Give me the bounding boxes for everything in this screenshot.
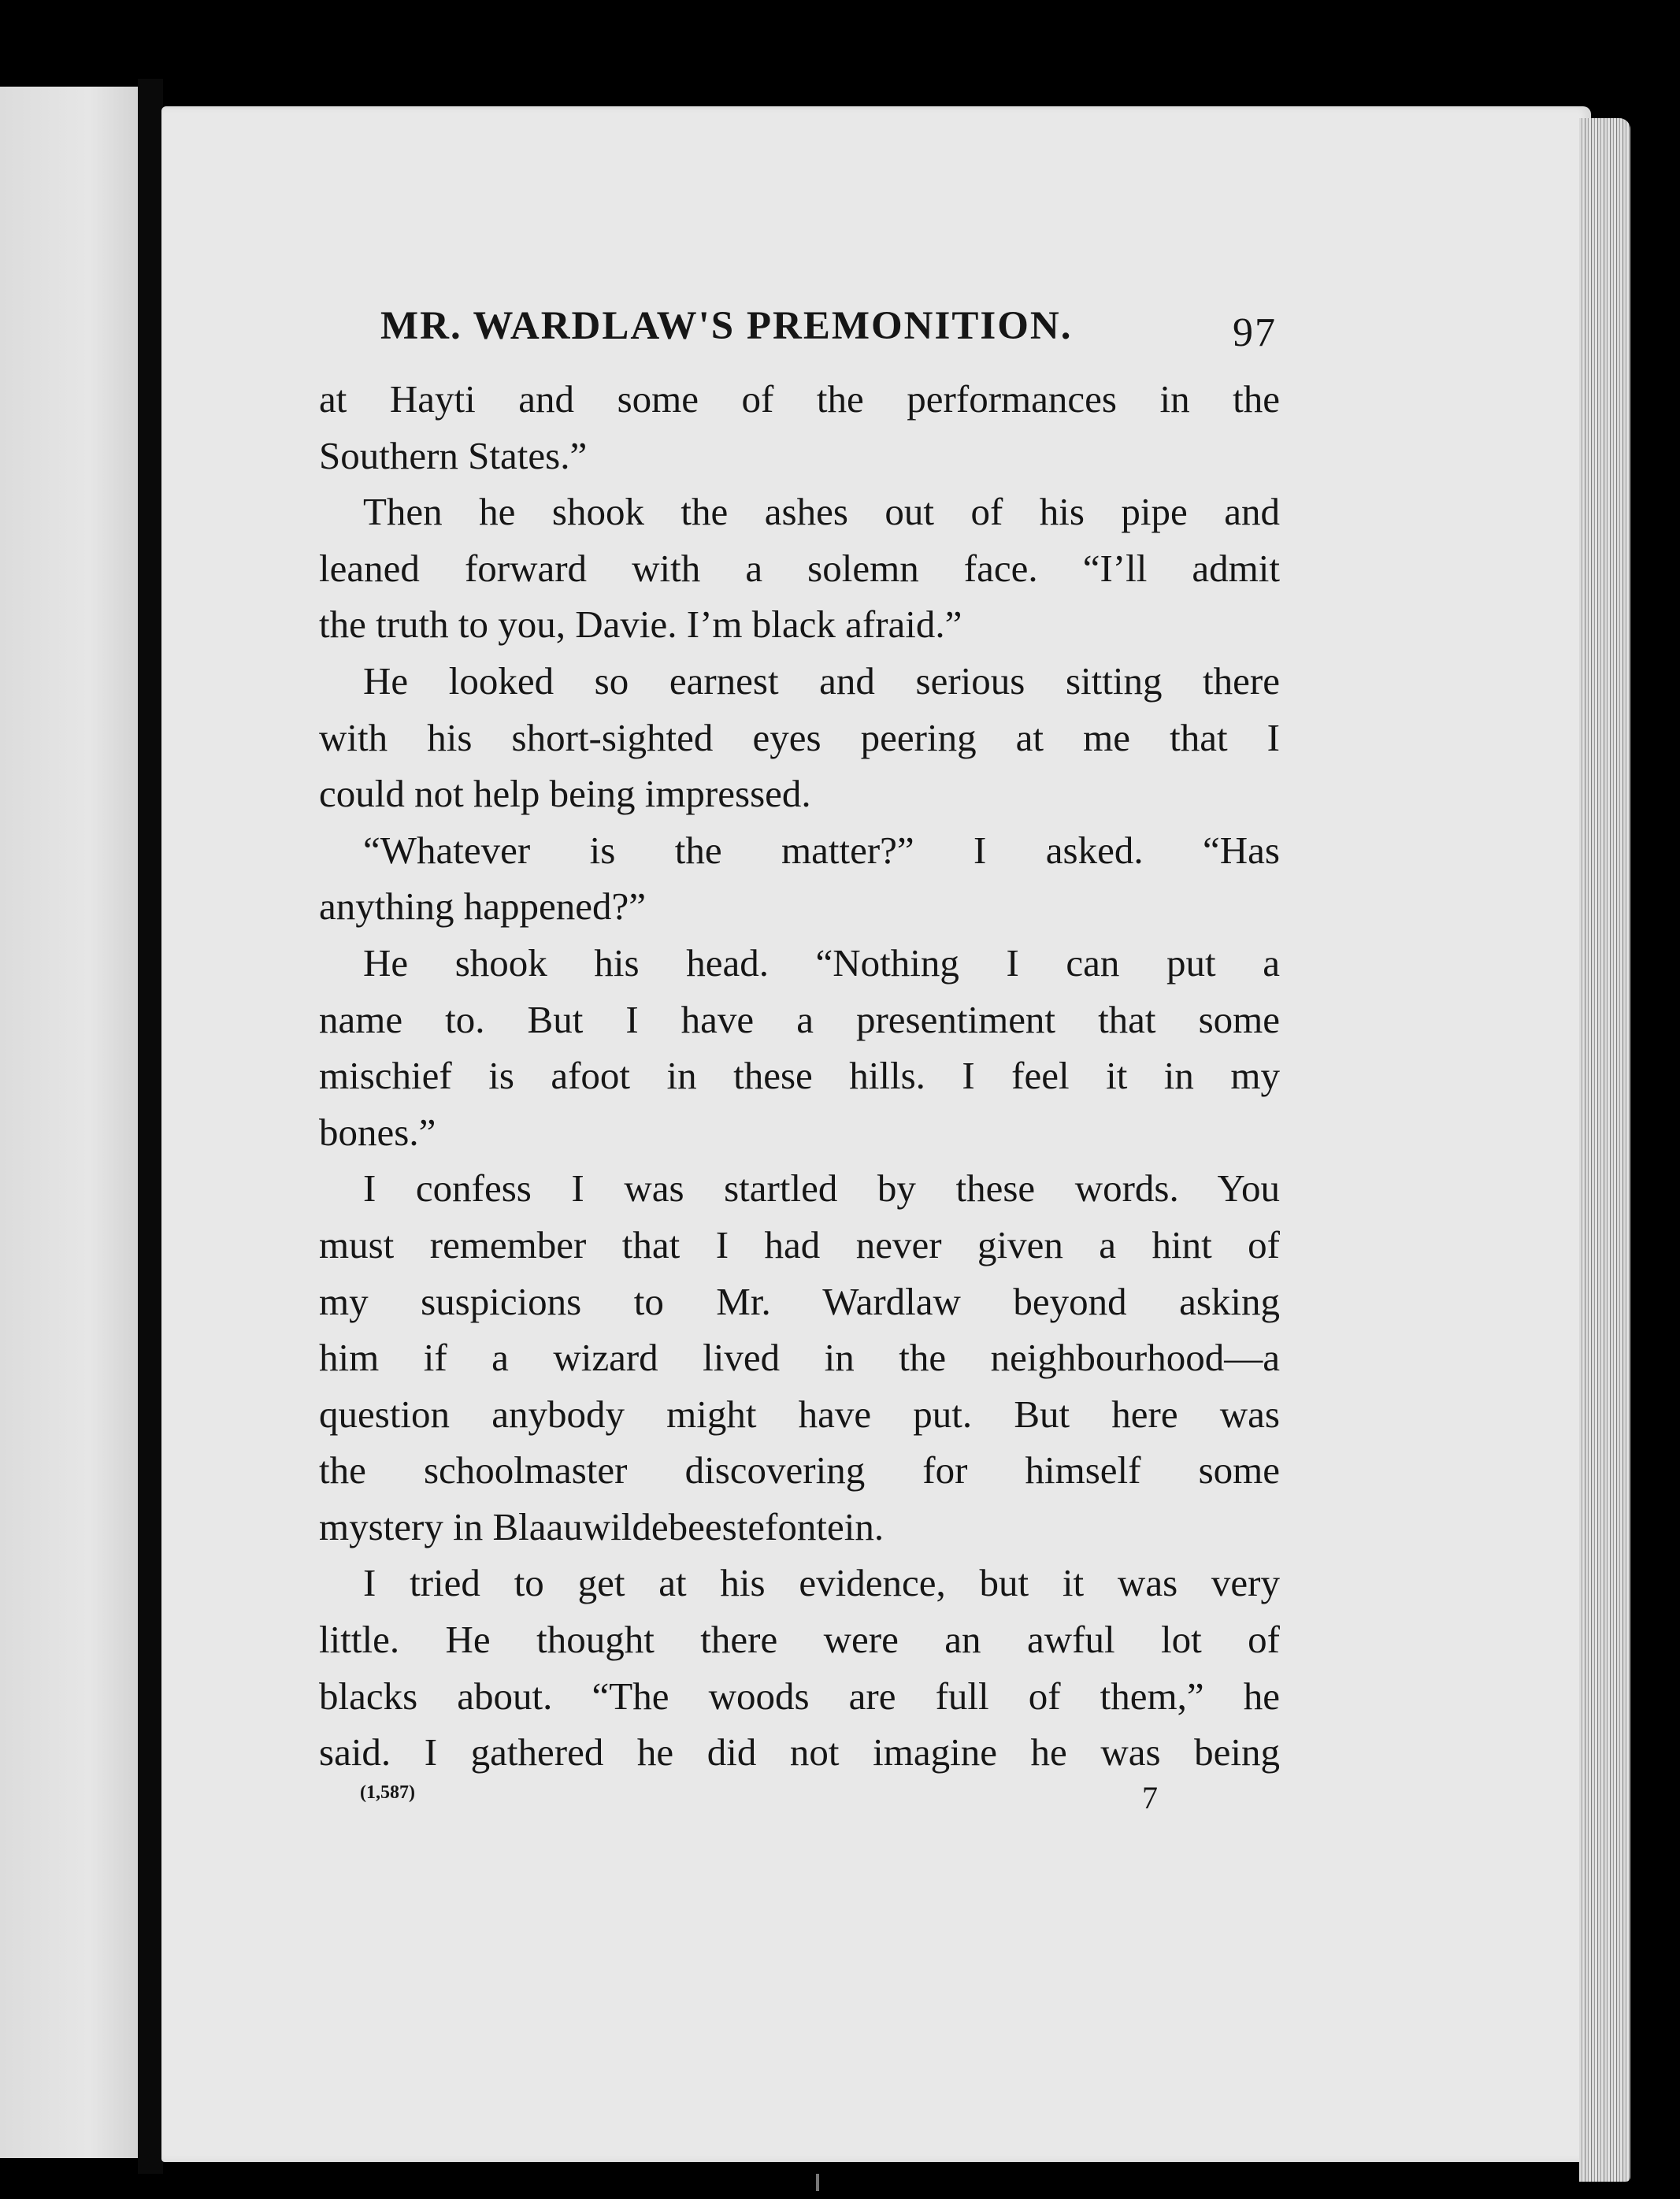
text-line: could not help being impressed. xyxy=(319,772,811,816)
text-line: said. I gathered he did not imagine he was being xyxy=(319,1730,1280,1774)
text-line: He shook his head. “Nothing I can put a xyxy=(363,940,1280,985)
scan-mark xyxy=(816,2174,819,2191)
text-line: mischief is afoot in these hills. I feel it in my xyxy=(319,1054,1280,1098)
text-line: He looked so earnest and serious sitting there xyxy=(363,658,1280,703)
text-line: Then he shook the ashes out of his pipe and xyxy=(363,490,1280,534)
text-line: bones.” xyxy=(319,1110,436,1154)
printer-signature-mark: (1,587) xyxy=(360,1782,415,1803)
text-line: my suspicions to Mr. Wardlaw beyond asking xyxy=(319,1279,1280,1323)
page-text-block xyxy=(319,303,1280,1830)
text-line: him if a wizard lived in the neighbourhood—a xyxy=(319,1336,1280,1380)
text-line: leaned forward with a solemn face. “I’ll admit xyxy=(319,546,1280,590)
text-line: blacks about. “The woods are full of them,” he xyxy=(319,1674,1280,1718)
text-line: I confess I was startled by these words. You xyxy=(363,1166,1280,1211)
running-head-title: MR. WARDLAW'S PREMONITION. xyxy=(380,304,1073,348)
gathering-signature-number: 7 xyxy=(1142,1779,1158,1815)
text-line: the truth to you, Davie. I’m black afraid.” xyxy=(319,603,962,647)
page-edges-stack xyxy=(1579,118,1630,2182)
text-line: the schoolmaster discovering for himself some xyxy=(319,1448,1280,1493)
text-line: Southern States.” xyxy=(319,433,588,477)
text-line: I tried to get at his evidence, but it was very xyxy=(363,1561,1280,1605)
book-gutter xyxy=(138,79,163,2174)
text-line: question anybody might have put. But here was xyxy=(319,1392,1280,1436)
text-line: little. He thought there were an awful lot of xyxy=(319,1618,1280,1662)
text-line: at Hayti and some of the performances in the xyxy=(319,377,1280,421)
page-number: 97 xyxy=(1233,310,1277,355)
text-line: anything happened?” xyxy=(319,884,646,929)
text-line: mystery in Blaauwildebeestefontein. xyxy=(319,1504,885,1548)
text-line: “Whatever is the matter?” I asked. “Has xyxy=(363,828,1280,872)
running-head xyxy=(319,303,1280,371)
text-line: with his short-sighted eyes peering at me that I xyxy=(319,715,1280,759)
body-text xyxy=(319,371,1280,1781)
facing-page-edge xyxy=(0,87,150,2158)
text-line: name to. But I have a presentiment that some xyxy=(319,997,1280,1041)
page-footer xyxy=(319,1779,1280,1830)
text-line: must remember that I had never given a hint of xyxy=(319,1222,1280,1266)
